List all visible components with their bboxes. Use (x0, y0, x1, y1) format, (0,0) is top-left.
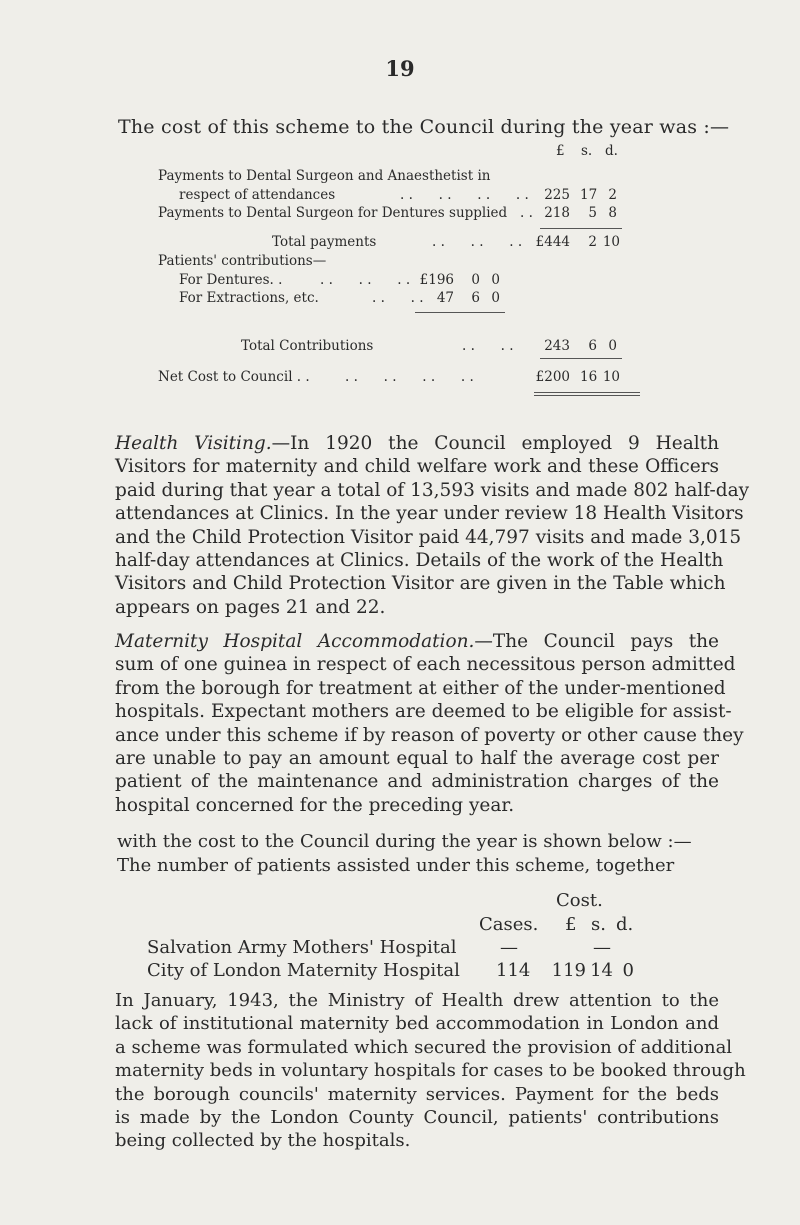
row-pence: 10 (602, 369, 620, 385)
row-pence: 10 (602, 234, 620, 250)
row-shillings: 2 (588, 234, 597, 250)
hospital-pence: 0 (622, 960, 634, 981)
leader-dots: . . . . (462, 338, 514, 354)
row-label: respect of attendances (179, 187, 336, 203)
header-pence: d. (605, 143, 618, 159)
leader-dots: . . . . (372, 290, 424, 306)
row-pounds: 243 (544, 338, 570, 354)
row-label: Payments to Dental Surgeon and Anaesthetist in (158, 168, 491, 184)
row-label: Payments to Dental Surgeon for Dentures supplied (158, 205, 508, 221)
leader-dots: . . . . . . (320, 272, 411, 288)
intro-sentence: The cost of this scheme to the Council during the year was :— (118, 116, 730, 138)
leader-dots: . . . . . . . . (400, 187, 529, 203)
row-shillings: 17 (580, 187, 598, 203)
hospital-cost: — (593, 937, 611, 958)
row-pounds: £444 (535, 234, 570, 250)
header-pounds: £ (556, 143, 565, 159)
row-shillings: 6 (588, 338, 597, 354)
row-label: Total payments (272, 234, 377, 250)
header-cases: Cases. (479, 914, 539, 935)
header-cost: Cost. (556, 890, 603, 911)
row-pence: 8 (608, 205, 617, 221)
page-number: 19 (385, 56, 415, 81)
sum-rule (540, 358, 622, 359)
contributions-heading: Patients' contributions— (158, 253, 327, 269)
row-shillings: 5 (588, 205, 597, 221)
leader-dots: . . . . . . (432, 234, 523, 250)
header-shillings: s. (581, 143, 593, 159)
leader-dots: . . (520, 205, 533, 221)
maternity-paragraph: Maternity Hospital Accommodation.—The Council pays the sum of one guinea in respect of each necessitous person admitted from the borough for treatment at either of the under-mentioned hospitals. Expectant mothers are deemed to be eligible for assist- ance under this scheme if by reason of poverty or other cause they are unable to pay an amount equal to half the average cost per patient of the maintenance and administration charges of the hospital concerned for the preceding year. (115, 631, 744, 816)
hospital-name: City of London Maternity Hospital (147, 960, 460, 981)
hospital-pounds: 119 (551, 960, 586, 981)
section-heading: Health Visiting. (115, 433, 272, 454)
double-rule (534, 395, 640, 396)
sum-rule (415, 312, 505, 313)
contribution-pence: 0 (491, 290, 500, 306)
hospital-shillings: 14 (590, 960, 613, 981)
row-pounds: 218 (544, 205, 570, 221)
row-shillings: 16 (580, 369, 598, 385)
row-pounds: £200 (535, 369, 570, 385)
final-paragraph: In January, 1943, the Ministry of Health drew attention to the lack of institutional maternity bed accommodation in London and a scheme was formulated which secured the provision of additional maternity beds in voluntary hospitals for cases to be booked through the borough councils' maternity services. Payment for the beds is made by the London County Council, patients' contributions being collected by the hospitals. (115, 990, 746, 1152)
hospital-cases: 114 (496, 960, 531, 981)
hospital-name: Salvation Army Mothers' Hospital (147, 937, 457, 958)
contribution-shillings: 6 (471, 290, 480, 306)
row-label: Net Cost to Council . . (158, 369, 310, 385)
hospital-cases: — (500, 937, 518, 958)
leader-dots: . . . . . . . . (345, 369, 474, 385)
contribution-shillings: 0 (471, 272, 480, 288)
contribution-pounds: 47 (436, 290, 454, 306)
cost-below-line: with the cost to the Council during the year is shown below :— (117, 831, 692, 852)
row-label: Total Contributions (241, 338, 374, 354)
row-pence: 2 (608, 187, 617, 203)
header-pence: d. (616, 914, 634, 935)
contribution-label: For Extractions, etc. (179, 290, 319, 306)
contribution-pence: 0 (491, 272, 500, 288)
row-pence: 0 (608, 338, 617, 354)
sum-rule (540, 228, 622, 229)
row-pounds: 225 (544, 187, 570, 203)
double-rule (534, 392, 640, 393)
section-heading: Maternity Hospital Accommodation. (115, 631, 475, 652)
contribution-label: For Dentures. . (179, 272, 283, 288)
contribution-pounds: £196 (419, 272, 454, 288)
header-shillings: s. (591, 914, 606, 935)
patients-line: The number of patients assisted under this scheme, together (117, 855, 675, 876)
header-pounds: £ (565, 914, 577, 935)
health-visiting-paragraph: Health Visiting.—In 1920 the Council employed 9 Health Visitors for maternity and child welfare work and these Officers paid during that year a total of 13,593 visits and made 802 half-day attendances at Clinics. In the year under review 18 Health Visitors and the Child Protection Visitor paid 44,797 visits and made 3,015 half-day attendances at Clinics. Details of the work of the Health Visitors and Child Protection Visitor are given in the Table which appears on pages 21 and 22. (115, 433, 750, 618)
